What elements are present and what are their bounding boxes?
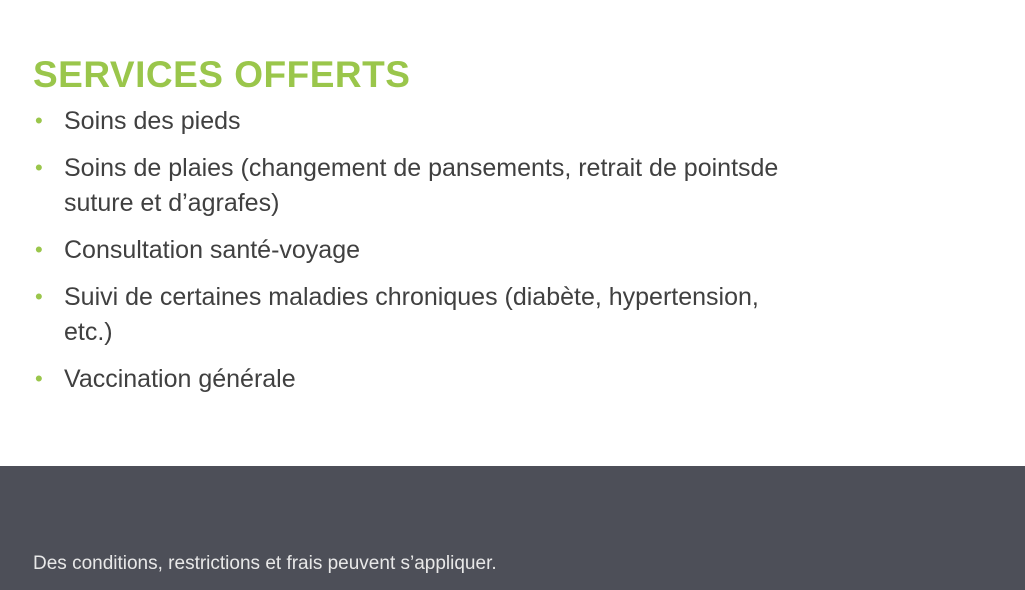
list-item: [33, 151, 793, 221]
bullet-icon: •: [35, 155, 43, 180]
list-item: [33, 104, 793, 139]
bullet-icon: •: [35, 108, 43, 133]
bullet-icon: •: [35, 284, 43, 309]
page-title: SERVICES OFFERTS: [33, 53, 411, 95]
list-item: [33, 280, 793, 350]
list-item-label: Consultation santé-voyage: [64, 236, 361, 264]
list-item-label: Vaccination générale: [64, 365, 296, 393]
list-item-label: Soins de plaies (changement de pansements, retrait de pointsde suture et d’agrafes): [64, 154, 779, 217]
bullet-icon: •: [35, 237, 43, 262]
list-item-label: Soins des pieds: [64, 107, 241, 135]
list-item: [33, 362, 793, 397]
bullet-icon: •: [35, 366, 43, 391]
list-item-label: Suivi de certaines maladies chroniques (diabète, hypertension, etc.): [64, 283, 759, 346]
footer-note: Des conditions, restrictions et frais peuvent s’appliquer.: [33, 553, 497, 574]
list-item: [33, 233, 793, 268]
services-list: [33, 104, 793, 409]
